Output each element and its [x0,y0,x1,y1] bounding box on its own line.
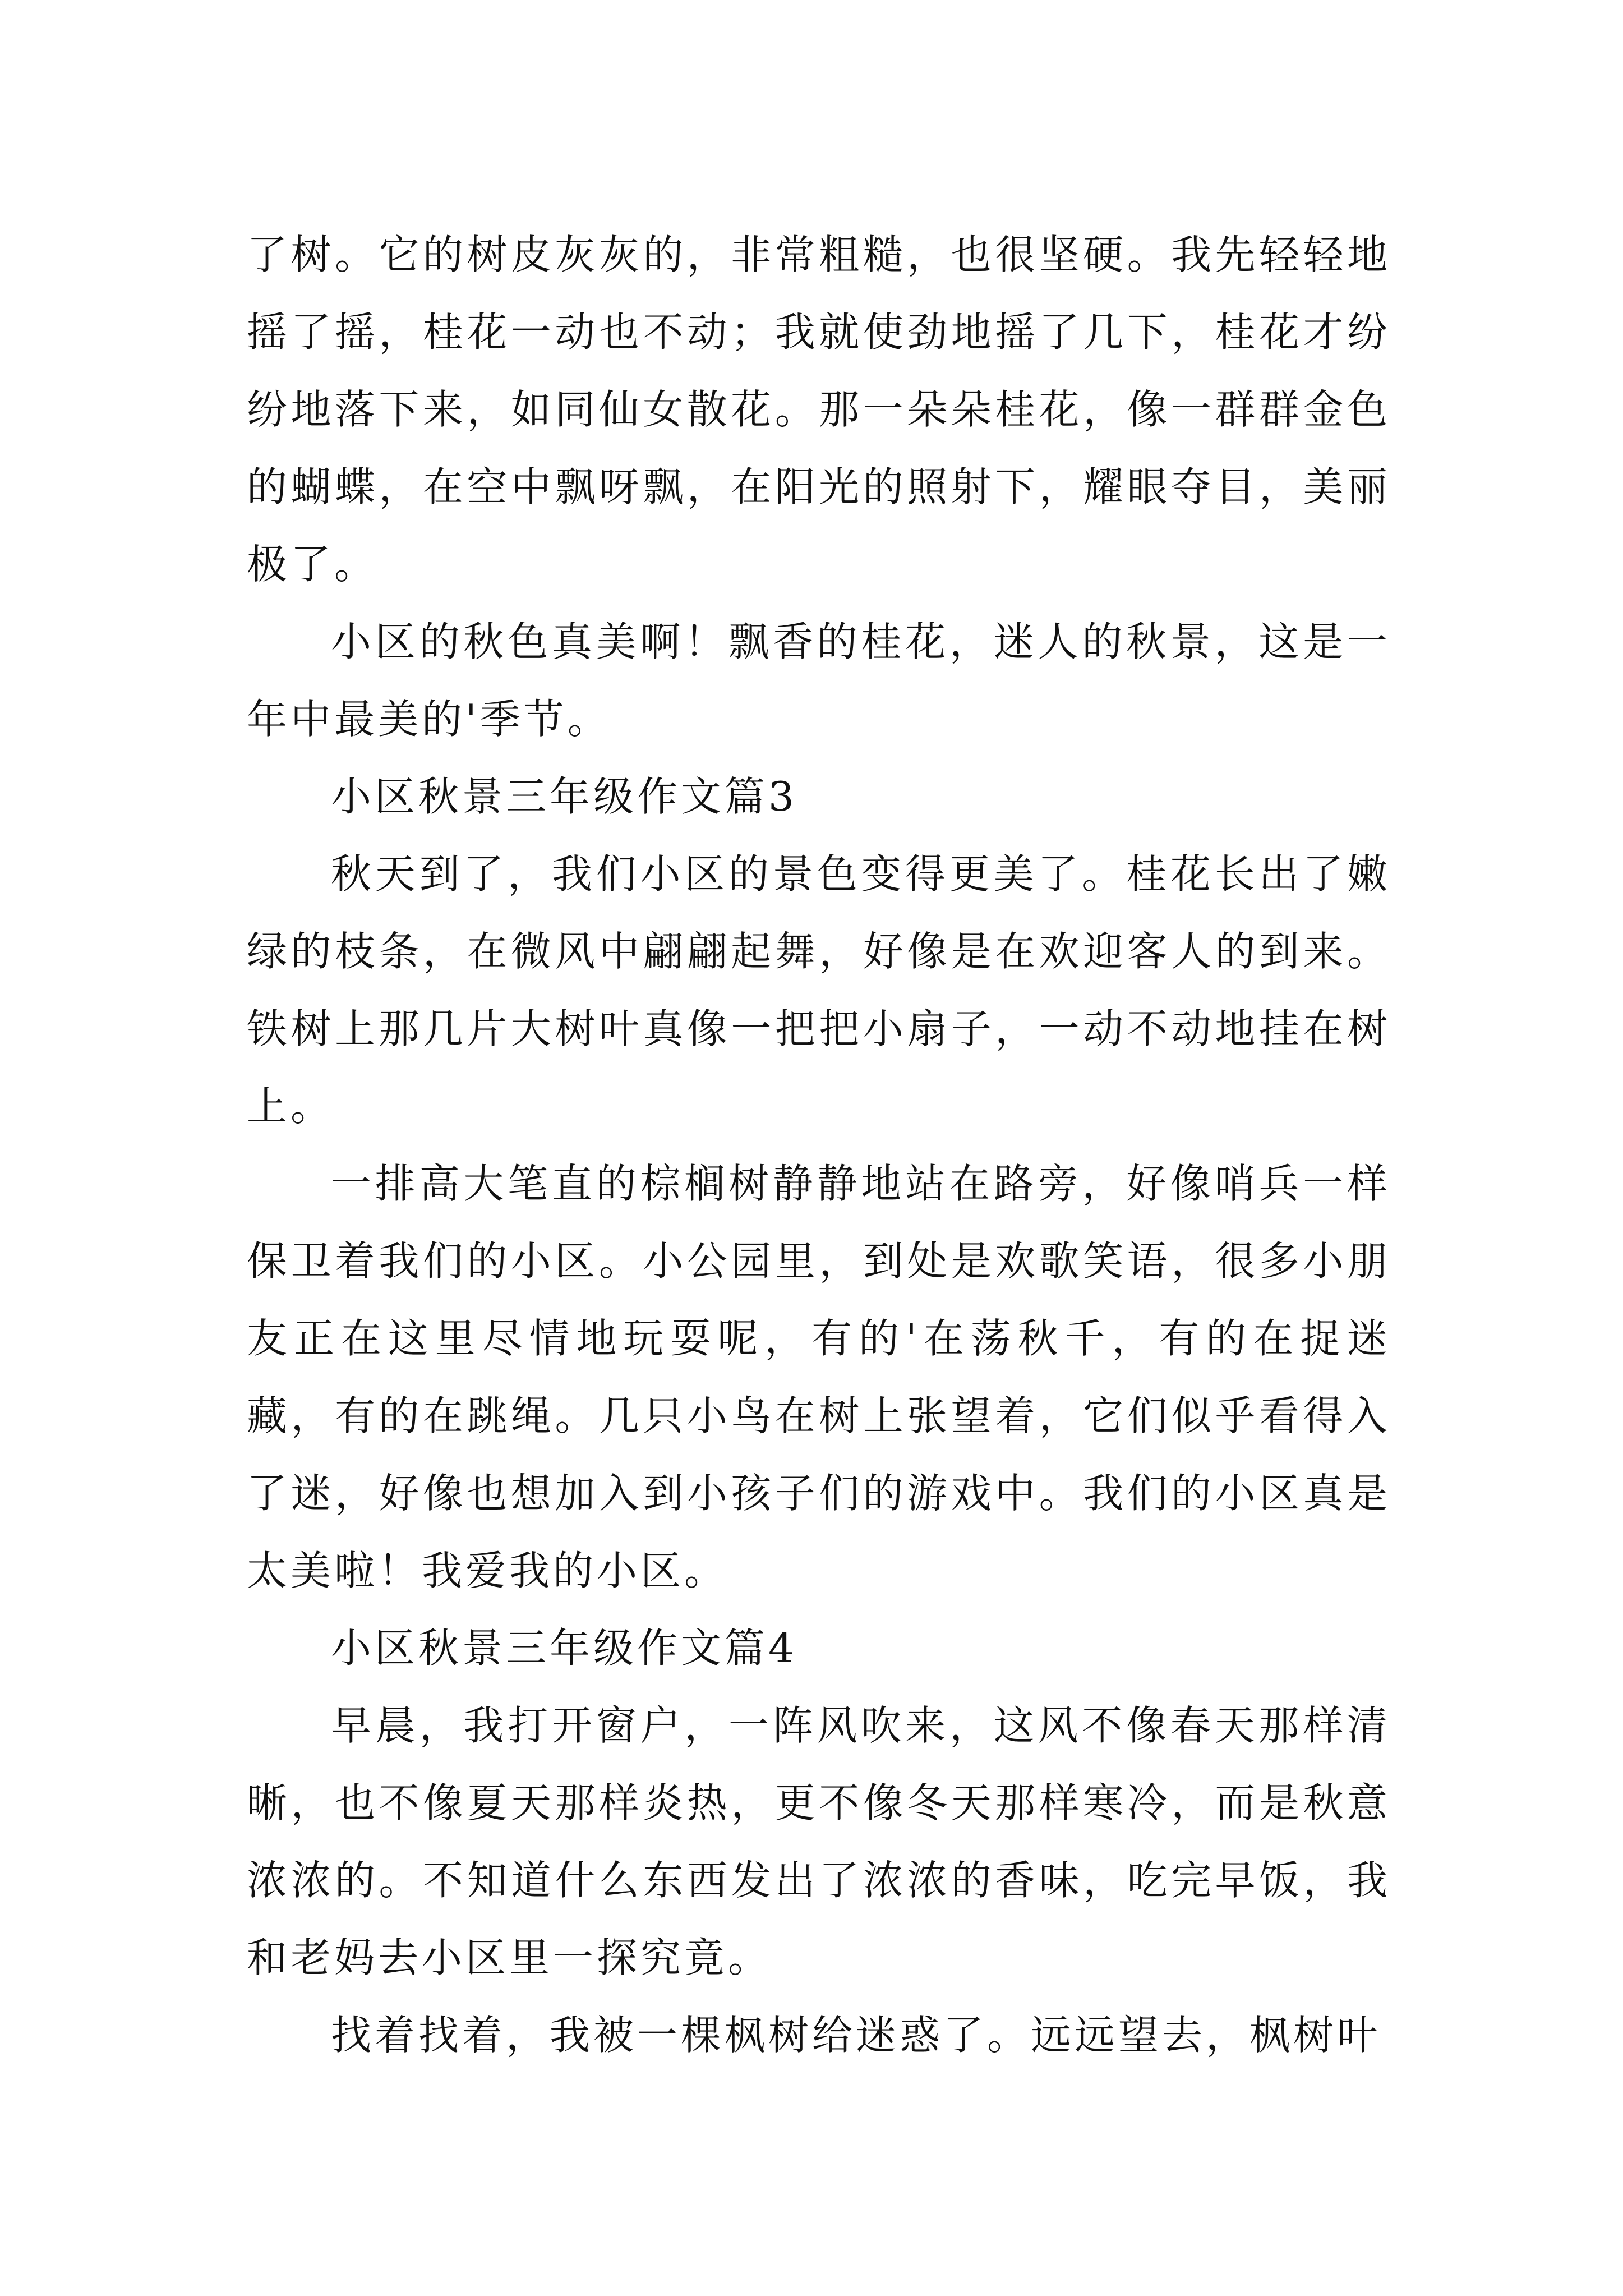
paragraph-section3-intro: 秋天到了，我们小区的景色变得更美了。桂花长出了嫩绿的枝条，在微风中翩翩起舞，好像是在欢迎客人的到来。铁树上那几片大树叶真像一把把小扇子，一动不动地挂在树上。 [247,850,1391,1130]
section-heading-4: 小区秋景三年级作文篇4 [331,1625,797,1672]
document-body [247,216,1391,2074]
paragraph-section4-morning: 早晨，我打开窗户，一阵风吹来，这风不像春天那样清晰，也不像夏天那样炎热，更不像冬天那样寒冷，而是秋意浓浓的。不知道什么东西发出了浓浓的香味，吃完早饭，我和老妈去小区里一探究竟。 [247,1702,1391,1981]
paragraph-section3-park: 一排高大笔直的棕榈树静静地站在路旁，好像哨兵一样保卫着我们的小区。小公园里，到处是欢歌笑语，很多小朋友正在这里尽情地玩耍呢，有的'在荡秋千，有的在捉迷藏，有的在跳绳。几只小鸟在树上张望着，它们似乎看得入了迷，好像也想加入到小孩子们的游戏中。我们的小区真是太美啦！我爱我的小区。 [247,1160,1391,1594]
section-heading-3: 小区秋景三年级作文篇3 [331,773,797,820]
paragraph-continued: 了树。它的树皮灰灰的，非常粗糙，也很坚硬。我先轻轻地摇了摇，桂花一动也不动；我就使劲地摇了几下，桂花才纷纷地落下来，如同仙女散花。那一朵朵桂花，像一群群金色的蝴蝶，在空中飘呀飘，在阳光的照射下，耀眼夺目，美丽极了。 [247,231,1391,588]
paragraph-section4-maple: 找着找着，我被一棵枫树给迷惑了。远远望去，枫树叶 [331,2012,1381,2059]
paragraph-autumn-beauty: 小区的秋色真美啊！飘香的桂花，迷人的秋景，这是一年中最美的'季节。 [247,618,1391,743]
